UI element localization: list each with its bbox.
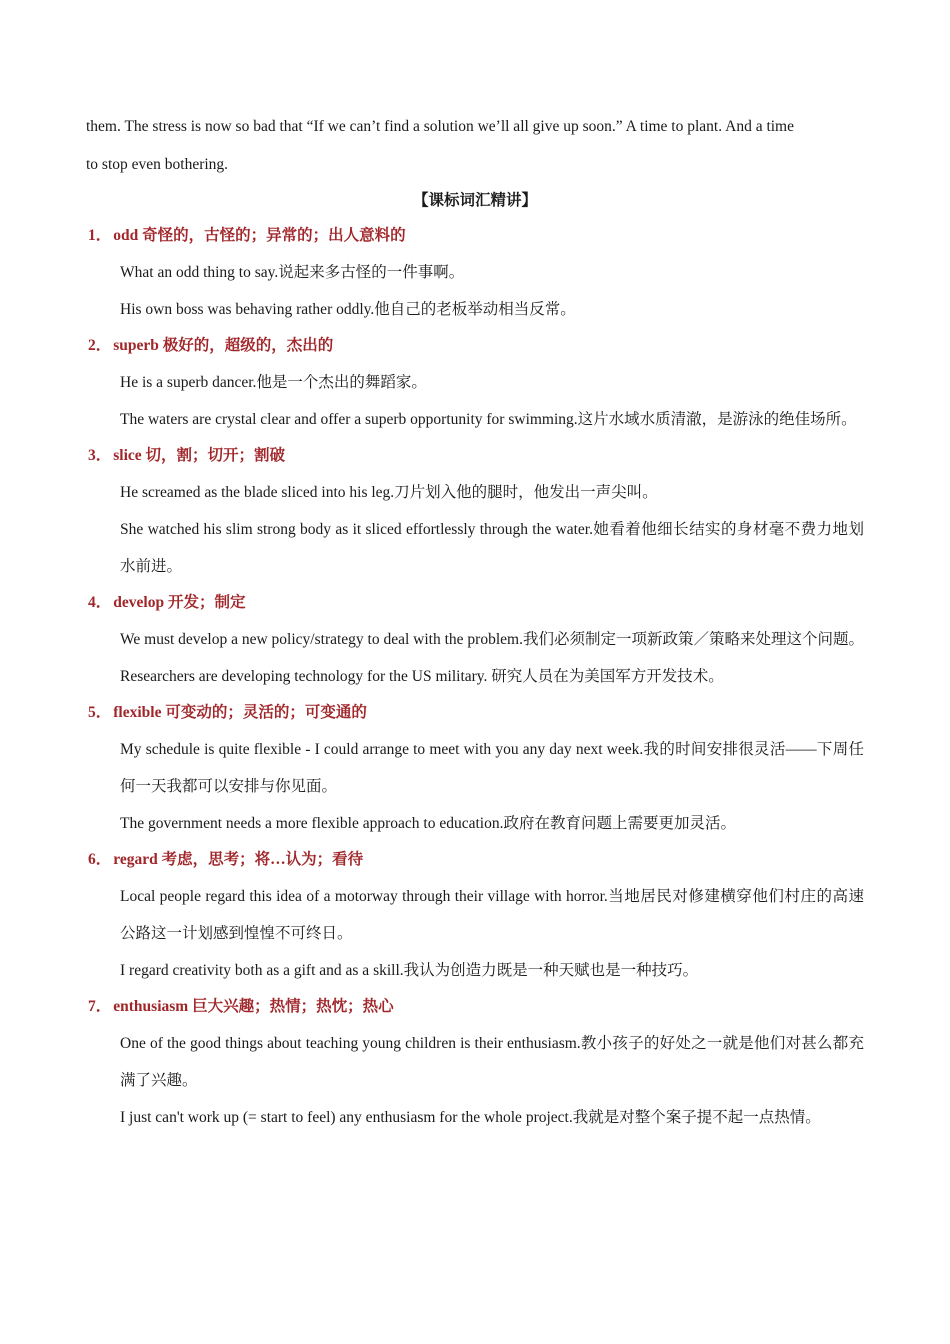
example-sentence: We must develop a new policy/strategy to deal with the problem.我们必须制定一项新政策／策略来处理这个问题。 bbox=[120, 631, 864, 648]
entry-number: 1． bbox=[88, 227, 112, 244]
example-sentence: The government needs a more flexible approach to education.政府在教育问题上需要更加灵活。 bbox=[120, 815, 736, 832]
entry-meaning: 考虑，思考；将…认为；看待 bbox=[161, 851, 364, 868]
example-sentence: She watched his slim strong body as it sliced effortlessly through the water.她看着他细长结实的身材毫不费力地划水前进。 bbox=[120, 521, 864, 575]
example-sentence: He screamed as the blade sliced into his leg.刀片划入他的腿时，他发出一声尖叫。 bbox=[120, 484, 658, 501]
entry-number: 5． bbox=[88, 704, 112, 721]
entry-word: regard bbox=[113, 851, 158, 868]
entry-heading bbox=[86, 438, 864, 474]
entry-meaning: 开发；制定 bbox=[167, 594, 246, 611]
entry-meaning: 奇怪的，古怪的；异常的；出人意料的 bbox=[142, 227, 406, 244]
entry-meaning: 极好的，超级的，杰出的 bbox=[162, 337, 334, 354]
intro-paragraph bbox=[86, 108, 864, 184]
vocab-entry-regard bbox=[86, 842, 864, 989]
vocab-entry-slice bbox=[86, 438, 864, 585]
example-sentence: One of the good things about teaching young children is their enthusiasm.教小孩子的好处之一就是他们对甚么都充满了兴趣。 bbox=[120, 1035, 864, 1089]
entry-word: develop bbox=[113, 594, 165, 611]
document-page bbox=[86, 108, 864, 1136]
entry-heading bbox=[86, 585, 864, 621]
entry-meaning: 可变动的；灵活的；可变通的 bbox=[165, 704, 367, 721]
entry-number: 6． bbox=[88, 851, 112, 868]
example-sentence: Local people regard this idea of a motorway through their village with horror.当地居民对修建横穿他们村庄的高速公路这一计划感到惶惶不可终日。 bbox=[120, 888, 864, 942]
entry-word: enthusiasm bbox=[113, 998, 189, 1015]
vocab-entry-flexible bbox=[86, 695, 864, 842]
entry-meaning: 巨大兴趣；热情；热忱；热心 bbox=[192, 998, 394, 1015]
entry-word: flexible bbox=[113, 704, 162, 721]
example-sentence: I regard creativity both as a gift and as a skill.我认为创造力既是一种天赋也是一种技巧。 bbox=[120, 962, 699, 979]
entry-word: superb bbox=[113, 337, 159, 354]
example-sentence: The waters are crystal clear and offer a superb opportunity for swimming.这片水域水质清澈，是游泳的绝佳场所。 bbox=[120, 411, 857, 428]
entry-number: 3． bbox=[88, 447, 112, 464]
intro-line-1: them. The stress is now so bad that “If we can’t find a solution we’ll all give up soon.” A time to plant. And a time bbox=[86, 118, 794, 135]
vocab-entry-odd bbox=[86, 218, 864, 328]
example-sentence: What an odd thing to say.说起来多古怪的一件事啊。 bbox=[120, 264, 465, 281]
vocab-entry-superb bbox=[86, 328, 864, 438]
entry-word: odd bbox=[113, 227, 139, 244]
entry-number: 7． bbox=[88, 998, 112, 1015]
entry-heading bbox=[86, 218, 864, 254]
example-sentence: My schedule is quite flexible - I could arrange to meet with you any day next week.我的时间安排很灵活——下周任何一天我都可以安排与你见面。 bbox=[120, 741, 864, 795]
example-sentence: His own boss was behaving rather oddly.他自己的老板举动相当反常。 bbox=[120, 301, 576, 318]
entry-number: 4． bbox=[88, 594, 112, 611]
example-sentence: Researchers are developing technology for the US military. 研究人员在为美国军方开发技术。 bbox=[120, 668, 724, 685]
entry-heading bbox=[86, 328, 864, 364]
entry-word: slice bbox=[113, 447, 142, 464]
example-sentence: I just can't work up (= start to feel) any enthusiasm for the whole project.我就是对整个案子提不起一点热情。 bbox=[120, 1109, 821, 1126]
entry-heading bbox=[86, 989, 864, 1025]
entry-heading bbox=[86, 695, 864, 731]
section-title: 【课标词汇精讲】 bbox=[412, 192, 537, 209]
example-sentence: He is a superb dancer.他是一个杰出的舞蹈家。 bbox=[120, 374, 427, 391]
entry-meaning: 切，割；切开；割破 bbox=[145, 447, 286, 464]
intro-line-2: to stop even bothering. bbox=[86, 156, 229, 173]
entry-number: 2． bbox=[88, 337, 112, 354]
vocab-entry-enthusiasm bbox=[86, 989, 864, 1136]
entry-heading bbox=[86, 842, 864, 878]
vocab-entry-develop bbox=[86, 585, 864, 695]
